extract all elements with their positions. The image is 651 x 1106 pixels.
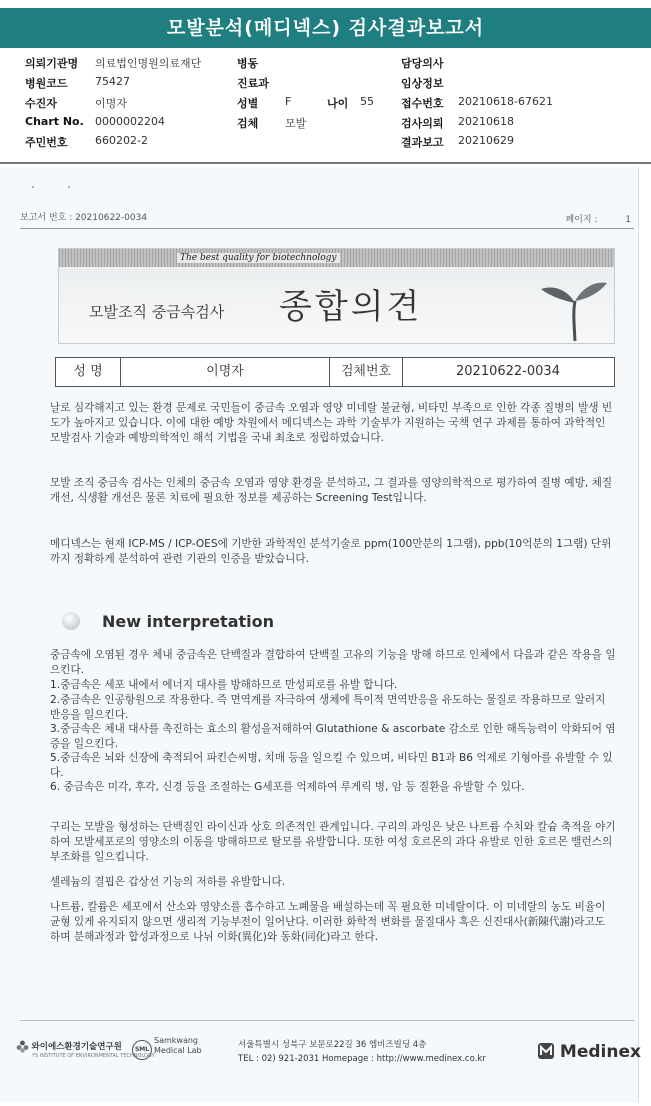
ys-institute-subtitle: YS INSTITUTE OF ENVIRONMENTAL TECHNOLOGY (32, 1053, 155, 1059)
medinex-brand-name: Medinex (559, 1042, 641, 1062)
bullet-circle-icon (62, 612, 80, 630)
report-date-value: 20210629 (458, 134, 514, 147)
interpretation-intro: 중금속에 오염된 경우 체내 중금속은 단백질과 결합하여 단백질 고유의 기능을 방해 하므로 인체에서 다음과 같은 작용을 일으킨다. (50, 649, 616, 676)
footer-address: 서울특별시 성북구 보문로22길 36 엠비즈빌딩 4층 (238, 1040, 427, 1050)
interpretation-item-2: 2.중금속은 인공항원으로 작용한다. 즉 면역계를 자극하여 생체에 특이적 면역반응을 유도하는 물질로 작용하므로 알러지 반응을 일으킨다. (50, 694, 606, 721)
hospital-code-label: 병원코드 (25, 77, 68, 90)
banner-subtitle: 모발조직 중금속검사 (89, 303, 225, 321)
scan-speck (32, 186, 34, 188)
samkwang-logo (134, 1036, 202, 1056)
header-divider (0, 162, 651, 164)
age-label: 나이 (327, 97, 349, 110)
specimen-no-value: 20210622-0034 (456, 364, 560, 379)
report-date-label: 결과보고 (401, 136, 444, 149)
footer-contact (238, 1038, 486, 1066)
request-date-value: 20210618 (458, 115, 514, 128)
ward-label: 병동 (237, 57, 259, 70)
ys-institute-name: 와이에스환경기술연구원 (31, 1042, 122, 1052)
receipt-no-label: 접수번호 (401, 97, 444, 110)
clinical-info-label: 임상정보 (401, 77, 444, 90)
department-label: 진료과 (237, 77, 269, 90)
footer-rule (20, 1020, 634, 1021)
selenium-paragraph: 셀레늄의 결핍은 갑상선 기능의 저하를 유발합니다. (50, 876, 286, 888)
banner-tagline: The best quality for biotechnology (177, 253, 340, 263)
patient-name-table (55, 357, 615, 387)
medinex-logo (538, 1042, 641, 1062)
patient-info-section (0, 55, 651, 155)
resident-id-value: 660202-2 (95, 134, 148, 147)
sex-label: 성별 (237, 97, 259, 110)
page-label: 페이지 : (565, 215, 598, 225)
summary-banner (58, 248, 615, 344)
page-number (566, 212, 631, 225)
intro-paragraph-3: 메디넥스는 현재 ICP-MS / ICP-OES에 기반한 과학적인 분석기술로 ppm(100만분의 1그램), ppb(10억분의 1그램) 단위까지 정확하게 분석하여 관련 기관의 인증을 받았습니다. (50, 538, 612, 565)
name-value: 이명자 (206, 364, 244, 379)
specimen-no-label: 검체번호 (340, 364, 392, 379)
request-date-label: 검사의뢰 (401, 117, 444, 130)
sprout-icon (539, 273, 609, 341)
report-title: 모발분석(메디넥스) 검사결과보고서 (166, 17, 485, 39)
specimen-value: 모발 (285, 117, 307, 130)
medinex-mark-icon (538, 1043, 554, 1059)
sml-logo-icon: SML (132, 1040, 152, 1060)
report-title-bar (0, 8, 651, 48)
interpretation-item-1: 1.중금속은 세포 내에서 에너지 대사를 방해하므로 만성피로를 유발 합니다. (50, 679, 398, 691)
chart-no-label: Chart No. (25, 115, 84, 128)
specimen-label: 검체 (237, 117, 259, 130)
intro-paragraph-2: 모발 조직 중금속 검사는 인체의 중금속 오염과 영양 환경을 분석하고, 그 결과를 영양의학적으로 평가하여 질병 예방, 체질 개선, 식생활 개선은 물론 치료에 필요한 정보를 제공하는 Screening Test입니다. (50, 477, 613, 504)
samkwang-line-1: Samkwang (154, 1036, 198, 1045)
age-value: 55 (360, 95, 374, 108)
name-label: 성 명 (73, 364, 103, 379)
report-number: 보고서 번호 : 20210622-0034 (20, 213, 148, 223)
banner-title: 종합의견 (279, 287, 423, 327)
samkwang-line-2: Medical Lab (154, 1046, 202, 1055)
sodium-potassium-paragraph: 나트륨, 칼륨은 세포에서 산소와 영양소를 흡수하고 노폐물을 배설하는데 꼭 필요한 미네랄이다. 이 미네랄의 농도 비율이 균형 있게 유지되지 않으면 생리적 기능부전이 일어난다. 이러한 화학적 변화를 물질대사 혹은 신진대사(新陳代謝)라고도 하며 분해과정과 합성과정으로 나뉘 이화(異化)와 동화(同化)라고 한다. (50, 901, 606, 943)
hospital-code-value: 75427 (95, 75, 130, 88)
chart-no-value: 0000002204 (95, 115, 165, 128)
sex-value: F (285, 95, 292, 108)
copper-paragraph: 구리는 모발을 형성하는 단백질인 라이신과 상호 의존적인 관계입니다. 구리의 과잉은 낮은 나트륨 수치와 칼슘 축적을 야기하여 모발세포로의 영양소의 이동을 방해하므로 탈모를 유발합니다. 또한 여성 호르몬의 과다 유발로 인한 호르몬 밸런스의 부조화를 일으킵니다. (50, 821, 616, 863)
interpretation-item-6: 6. 중금속은 미각, 후각, 신경 등을 조절하는 G세포를 억제하여 루게릭 병, 암 등 질환을 유발할 수 있다. (50, 781, 525, 793)
page-value: 1 (625, 215, 631, 225)
receipt-no-value: 20210618-67621 (458, 95, 553, 108)
interpretation-item-3: 3.중금속은 체내 대사를 촉진하는 효소의 활성을저해하여 Glutathione & ascorbate 감소로 인한 해독능력이 악화되어 염증을 일으킨다. (50, 723, 616, 750)
hospital-value: 의료법인명원의료재단 (95, 57, 202, 70)
resident-id-label: 주민번호 (25, 136, 68, 149)
report-top-rule (20, 228, 634, 229)
footer-tel-homepage: TEL : 02) 921-2031 Homepage : http://www.medinex.co.kr (238, 1054, 486, 1064)
doctor-label: 담당의사 (401, 57, 444, 70)
intro-paragraph-1: 날로 심각해지고 있는 환경 문제로 국민들이 중금속 오염과 영양 미네랄 불균형, 비타민 부족으로 인한 각종 질병의 발생 빈도가 높아지고 있습니다. 이에 대한 예방 차원에서 메디넥스는 과학 기술부가 지원하는 국책 연구 과제를 통하여 과학적인 모발검사 기술과 예방의학적인 해석 기법을 국내 최초로 정립하였습니다. (50, 402, 613, 444)
patient-value: 이명자 (95, 97, 127, 110)
hospital-label: 의뢰기관명 (25, 57, 79, 70)
interpretation-item-5: 5.중금속은 뇌와 신장에 축적되어 파킨슨씨병, 치매 등을 일으킬 수 있으며, 비타민 B1과 B6 억제로 기형아를 유발할 수 있다. (50, 752, 613, 779)
interpretation-title: New interpretation (102, 612, 275, 631)
scan-speck (68, 186, 70, 188)
patient-label: 수진자 (25, 97, 57, 110)
flower-logo-icon (16, 1040, 29, 1053)
